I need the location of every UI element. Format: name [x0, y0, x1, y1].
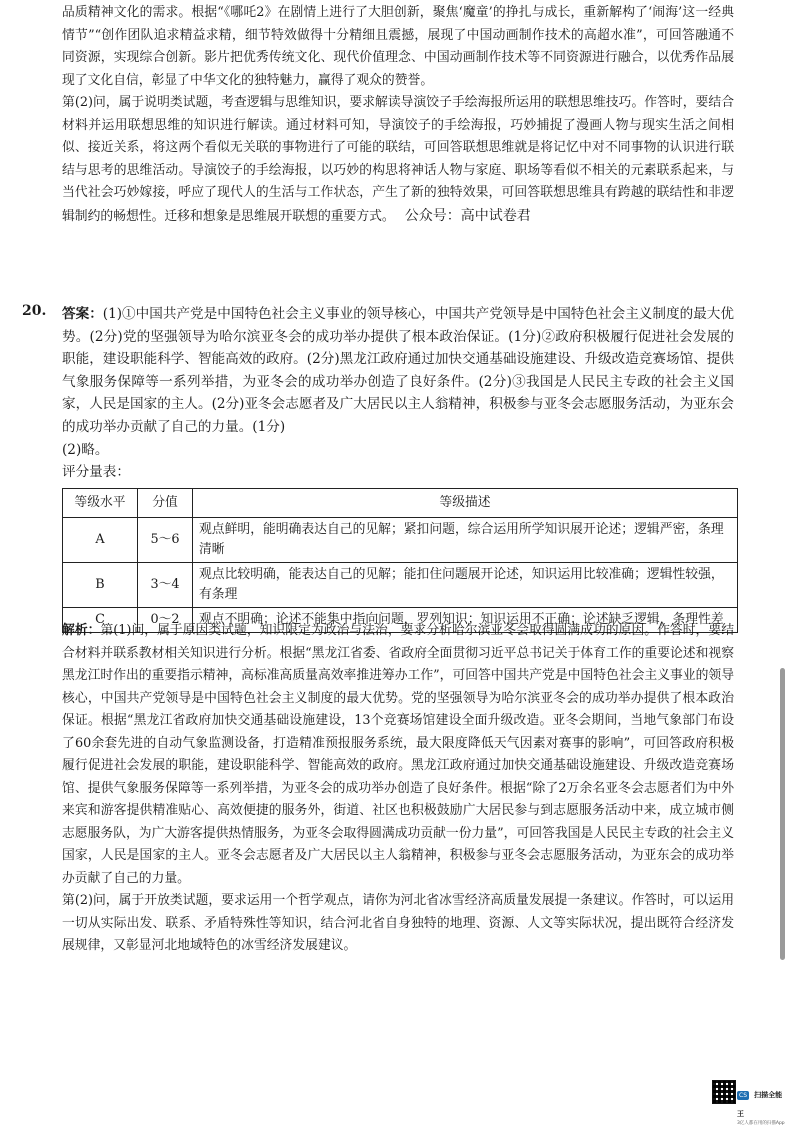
scanner-app-logo [737, 1082, 787, 1127]
watermark-text: 公众号：高中试卷君 [404, 207, 531, 224]
answer-text: (1)①中国共产党是中国特色社会主义事业的领导核心，中国共产党领导是中国特色社会主义制度的最大优势。(2分)党的坚强领导为哈尔滨亚冬会的成功举办提供了根本政治保证。(1分)②政府积极履行促进社会发展的职能，建设职能科学、智能高效的政府。(2分)黑龙江政府通过加快交通基础设施建设、升级改造竞赛场馆、提供气象服务保障等一系列举措，为亚冬会的成功举办创造了良好条件。(2分)③我国是人民民主专政的社会主义国家，人民是国家的主人。(2分)亚冬会志愿者及广大居民以主人翁精神，积极参与亚冬会志愿服务活动，为亚东会的成功举办贡献了自己的力量。(1分) [62, 306, 734, 435]
analysis-text-1: 第(1)问，属于原因类试题，知识限定为政治与法治，要求分析哈尔滨亚冬会取得圆满成功的原因。作答时，要结合材料并联系教材相关知识进行分析。根据“黑龙江省委、省政府全面贯彻习近平总书记关于体育工作的重要论述和视察黑龙江时作出的重要指示精神，高标准高质量高效率推进筹办工作”，可回答中国共产党是中国特色社会主义事业的领导核心，中国共产党领导是中国特色社会主义制度的最大优势。党的坚强领导为哈尔滨亚冬会的成功举办提供了根本政治保证。根据“黑龙江省政府加快交通基础设施建设，13个竞赛场馆建设全面升级改造。亚冬会期间，当地气象部门布设了60余套先进的自动气象监测设备，打造精准预报服务系统，最大限度降低天气因素对赛事的影响”，可回答政府积极履行促进社会发展的职能，建设职能科学、智能高效的政府。黑龙江政府通过加快交通基础设施建设、升级改造竞赛场馆、提供气象服务保障等一系列举措，为亚冬会的成功举办创造了良好条件。根据“除了2万余名亚冬会志愿者们为中外来宾和游客提供精准贴心、高效便捷的服务外，街道、社区也积极鼓励广大居民参与到志愿服务活动中来，成立城市侧志愿服务队，为广大游客提供热情服务，为亚冬会取得圆满成功贡献一份力量”，可回答我国是人民民主专政的社会主义国家，人民是国家的主人。亚冬会志愿者及广大居民以主人翁精神，积极参与亚冬会志愿服务活动，为亚东会的成功举办贡献了自己的力量。 [62, 623, 734, 886]
header-score: 分值 [138, 489, 193, 518]
row-level: B [63, 563, 138, 608]
table-row [63, 518, 738, 563]
scanner-subtitle: 3亿人都在用的扫描App [737, 1121, 785, 1126]
header-level: 等级水平 [63, 489, 138, 518]
row-level: C [63, 608, 138, 633]
vertical-scrollbar[interactable] [780, 668, 785, 960]
question-number: 20. [22, 303, 47, 319]
table-row [63, 563, 738, 608]
header-description: 等级描述 [193, 489, 738, 518]
qr-code-icon [712, 1080, 736, 1104]
scanner-name: 扫描全能王 [737, 1091, 783, 1118]
row-score: 3～4 [138, 563, 193, 608]
row-level: A [63, 518, 138, 563]
answer-paragraph [62, 303, 734, 439]
row-description: 观点比较明确，能表达自己的见解；能扣住问题展开论述，知识运用比较准确；逻辑性较强，有条理 [193, 563, 738, 608]
intro-paragraph-1: 品质精神文化的需求。根据“《哪吒2》在剧情上进行了大胆创新，聚焦‘魔童’的挣扎与成长，重新解构了‘闹海’这一经典情节”“创作团队追求精益求精，细节特效做得十分精细且震撼，展现了中国动画制作技术的高超水准”，可回答融通不同资源，实现综合创新。影片把优秀传统文化、现代价值理念、中国动画制作技术等不同资源进行融合，以优秀作品展现了文化自信，彰显了中华文化的独特魅力，赢得了观众的赞誉。 [62, 5, 734, 88]
row-score: 5～6 [138, 518, 193, 563]
scoring-table [62, 488, 738, 633]
row-description: 观点鲜明，能明确表达自己的见解；紧扣问题，综合运用所学知识展开论述；逻辑严密，条理清晰 [193, 518, 738, 563]
row-description: 观点不明确；论述不能集中指向问题，罗列知识；知识运用不正确；论述缺乏逻辑，条理性差 [193, 608, 738, 633]
intro-paragraph-2 [62, 92, 734, 228]
answer-section [62, 303, 734, 484]
analysis-label: 解析： [62, 623, 101, 638]
analysis-section [62, 620, 734, 958]
analysis-paragraph-1 [62, 620, 734, 890]
answer-part2: (2)略。 [62, 441, 109, 458]
answer-label: 答案： [62, 306, 103, 322]
analysis-paragraph-2: 第(2)问，属于开放类试题，要求运用一个哲学观点，请你为河北省冰雪经济高质量发展提一条建议。作答时，可以运用一切从实际出发、联系、矛盾特殊性等知识，结合河北省自身独特的地理、资源、人文等实际状况，提出既符合经济发展规律，又彰显河北地域特色的冰雪经济发展建议。 [62, 893, 734, 953]
intro-paragraph-2-text: 第(2)问，属于说明类试题，考查逻辑与思维知识，要求解读导演饺子手绘海报所运用的联想思维技巧。作答时，要结合材料并运用联想思维的知识进行解读。通过材料可知，导演饺子的手绘海报，巧妙捕捉了漫画人物与现实生活之间相似、接近关系，将这两个看似无关联的事物进行了可能的联结，可回答联想思维就是将记忆中对不同事物的认识进行联结与思考的思维活动。导演饺子的手绘海报，以巧妙的构思将神话人物与家庭、职场等看似不相关的元素联系起来，与当代社会巧妙嫁接，呼应了现代人的生活与工作状态，产生了新的独特效果，可回答联想思维具有跨越的联结性和非逻辑制约的畅想性。迁移和想象是思维展开联想的重要方式。 [62, 95, 734, 224]
table-header-row [63, 489, 738, 518]
row-score: 0～2 [138, 608, 193, 633]
scanner-badge: CS [739, 1092, 747, 1099]
intro-section [62, 2, 734, 228]
scale-title: 评分量表： [62, 464, 130, 481]
